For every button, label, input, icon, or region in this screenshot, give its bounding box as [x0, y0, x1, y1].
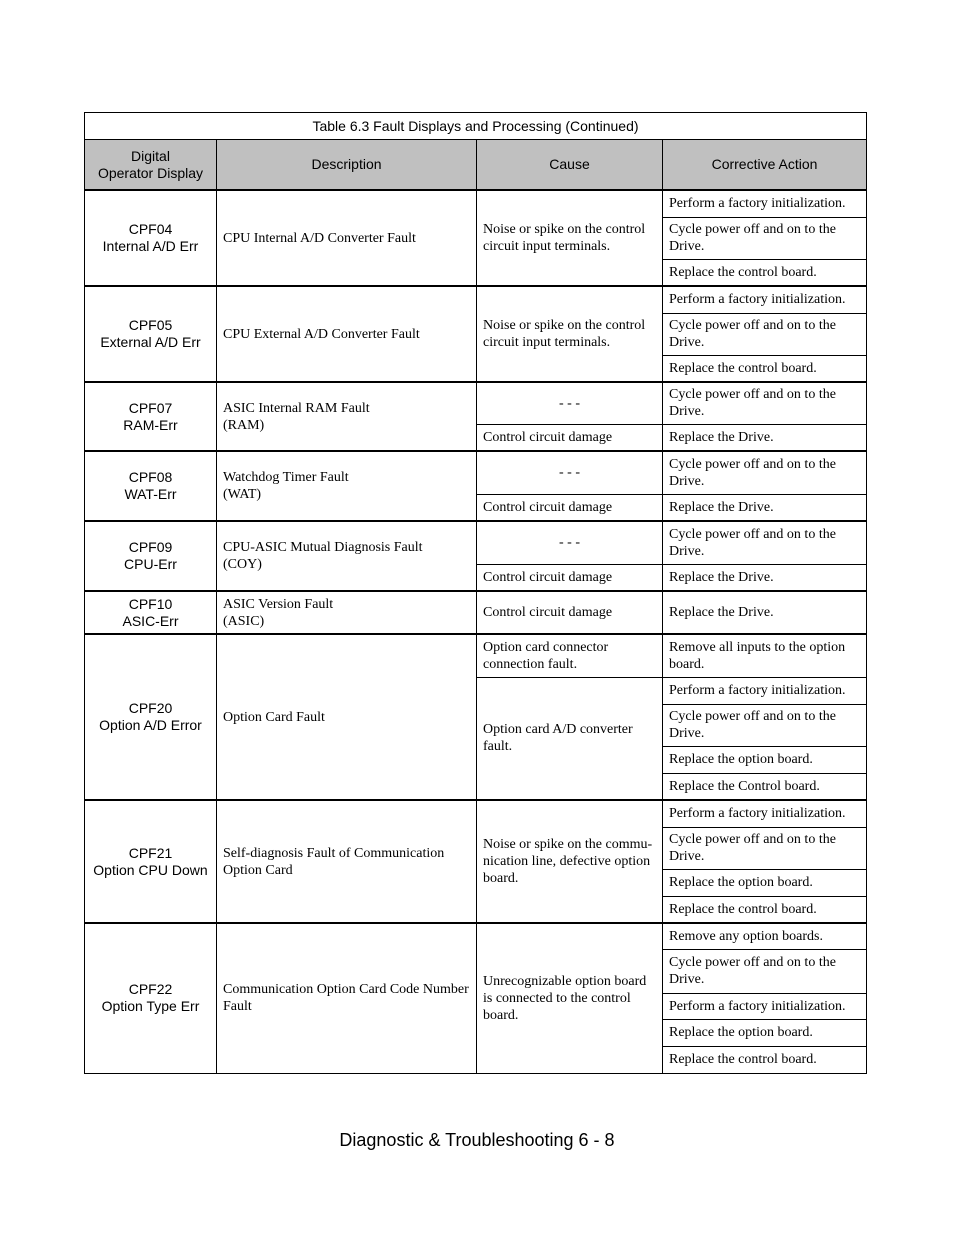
- description-cell: [217, 190, 477, 286]
- corrective-action-cell: Cycle power off and on to the Drive.: [663, 521, 867, 564]
- description-line1: Communication Option Card Code Number Fault: [223, 982, 469, 1015]
- corrective-action-cell: Replace the control board.: [663, 896, 867, 923]
- cause-cell: Control circuit damage: [477, 591, 663, 634]
- description-cell: [217, 451, 477, 521]
- fault-name: WAT-Err: [124, 486, 177, 502]
- table-row: [85, 286, 867, 313]
- fault-code: CPF22: [128, 981, 173, 998]
- header-display-line1: Digital: [131, 147, 170, 164]
- header-corrective-action: Corrective Action: [663, 140, 867, 191]
- cause-cell: - - -: [477, 382, 663, 424]
- corrective-action-cell: Perform a factory initialization.: [663, 677, 867, 704]
- cause-cell: Option card A/D converter fault.: [477, 677, 663, 800]
- table-caption: Table 6.3 Fault Displays and Processing (Continued): [85, 113, 867, 140]
- fault-code: CPF09: [128, 539, 173, 555]
- description-line1: CPU Internal A/D Converter Fault: [223, 230, 416, 246]
- description-cell: [217, 800, 477, 923]
- corrective-action-cell: Replace the option board.: [663, 746, 867, 773]
- corrective-action-cell: Perform a factory initialization.: [663, 800, 867, 827]
- description-line2: (WAT): [223, 487, 262, 502]
- fault-name: ASIC-Err: [122, 612, 179, 629]
- fault-code: CPF07: [128, 399, 173, 416]
- corrective-action-cell: Perform a factory initialization.: [663, 190, 867, 217]
- operator-display-cell: [85, 286, 217, 382]
- corrective-action-cell: Replace the Drive.: [663, 564, 867, 591]
- fault-code: CPF05: [128, 317, 173, 333]
- description-cell: [217, 923, 477, 1073]
- operator-display-cell: [85, 591, 217, 634]
- corrective-action-cell: Replace the Drive.: [663, 494, 867, 521]
- fault-name: Option CPU Down: [93, 861, 208, 878]
- description-line1: CPU External A/D Converter Fault: [223, 326, 420, 342]
- corrective-action-cell: Replace the control board.: [663, 355, 867, 382]
- header-display-line2: Operator Display: [97, 164, 204, 181]
- cause-cell: Control circuit damage: [477, 494, 663, 521]
- description-cell: [217, 382, 477, 451]
- fault-code: CPF04: [128, 221, 173, 237]
- description-line1: Self-diagnosis Fault of Communication Option Card: [223, 845, 445, 878]
- description-line1: Watchdog Timer Fault: [223, 470, 349, 485]
- table-row: [85, 591, 867, 634]
- corrective-action-cell: Replace the control board.: [663, 259, 867, 286]
- corrective-action-cell: Cycle power off and on to the Drive.: [663, 313, 867, 355]
- description-cell: [217, 521, 477, 591]
- corrective-action-cell: Cycle power off and on to the Drive.: [663, 382, 867, 424]
- fault-name: RAM-Err: [123, 416, 178, 433]
- corrective-action-cell: Cycle power off and on to the Drive.: [663, 451, 867, 494]
- table-row: [85, 190, 867, 217]
- fault-displays-table: [84, 112, 867, 1074]
- operator-display-cell: [85, 634, 217, 800]
- fault-name: External A/D Err: [100, 334, 201, 350]
- corrective-action-cell: Replace the Drive.: [663, 591, 867, 634]
- table-body: [85, 190, 867, 1073]
- header-cause: Cause: [477, 140, 663, 191]
- fault-name: Option A/D Error: [99, 717, 202, 733]
- corrective-action-cell: Replace the option board.: [663, 869, 867, 896]
- corrective-action-cell: Perform a factory initialization.: [663, 993, 867, 1019]
- cause-cell: Option card connector connection fault.: [477, 634, 663, 677]
- corrective-action-cell: Perform a factory initialization.: [663, 286, 867, 313]
- cause-cell: Unrecognizable option board is connected to the control board.: [477, 923, 663, 1073]
- cause-cell: Noise or spike on the control circuit input terminals.: [477, 286, 663, 382]
- fault-name: Option Type Err: [101, 998, 200, 1015]
- fault-code: CPF10: [128, 595, 173, 612]
- operator-display-cell: [85, 382, 217, 451]
- corrective-action-cell: Cycle power off and on to the Drive.: [663, 827, 867, 869]
- description-cell: [217, 591, 477, 634]
- operator-display-cell: [85, 800, 217, 923]
- table-row: [85, 451, 867, 494]
- fault-code: CPF21: [128, 844, 173, 861]
- table-row: [85, 521, 867, 564]
- header-digital-operator-display: [85, 140, 217, 191]
- operator-display-cell: [85, 923, 217, 1073]
- table-row: [85, 923, 867, 949]
- description-line2: (ASIC): [223, 613, 265, 629]
- cause-cell: Control circuit damage: [477, 564, 663, 591]
- description-cell: [217, 634, 477, 800]
- description-cell: [217, 286, 477, 382]
- corrective-action-cell: Replace the control board.: [663, 1046, 867, 1073]
- operator-display-cell: [85, 451, 217, 521]
- description-line1: CPU-ASIC Mutual Diagnosis Fault: [223, 540, 423, 555]
- operator-display-cell: [85, 521, 217, 591]
- description-line1: Option Card Fault: [223, 709, 325, 725]
- table-row: [85, 382, 867, 424]
- corrective-action-cell: Cycle power off and on to the Drive.: [663, 704, 867, 746]
- description-line1: ASIC Version Fault: [223, 596, 334, 612]
- corrective-action-cell: Replace the option board.: [663, 1019, 867, 1046]
- page-footer: Diagnostic & Troubleshooting 6 - 8: [339, 1130, 615, 1150]
- operator-display-cell: [85, 190, 217, 286]
- fault-code: CPF20: [128, 700, 173, 716]
- description-line2: (COY): [223, 557, 262, 572]
- corrective-action-cell: Replace the Drive.: [663, 424, 867, 451]
- cause-cell: - - -: [477, 521, 663, 564]
- table-row: [85, 800, 867, 827]
- description-line2: (RAM): [223, 417, 265, 433]
- corrective-action-cell: Cycle power off and on to the Drive.: [663, 949, 867, 993]
- cause-cell: Control circuit damage: [477, 424, 663, 451]
- corrective-action-cell: Cycle power off and on to the Drive.: [663, 217, 867, 259]
- description-line1: ASIC Internal RAM Fault: [223, 400, 370, 416]
- fault-code: CPF08: [128, 469, 173, 485]
- cause-cell: Noise or spike on the commu-nication line, defective option board.: [477, 800, 663, 923]
- corrective-action-cell: Remove any option boards.: [663, 923, 867, 949]
- corrective-action-cell: Remove all inputs to the option board.: [663, 634, 867, 677]
- cause-cell: - - -: [477, 451, 663, 494]
- table-row: [85, 634, 867, 677]
- cause-cell: Noise or spike on the control circuit input terminals.: [477, 190, 663, 286]
- header-description: Description: [217, 140, 477, 191]
- corrective-action-cell: Replace the Control board.: [663, 773, 867, 800]
- fault-name: CPU-Err: [124, 556, 177, 572]
- fault-name: Internal A/D Err: [102, 238, 199, 254]
